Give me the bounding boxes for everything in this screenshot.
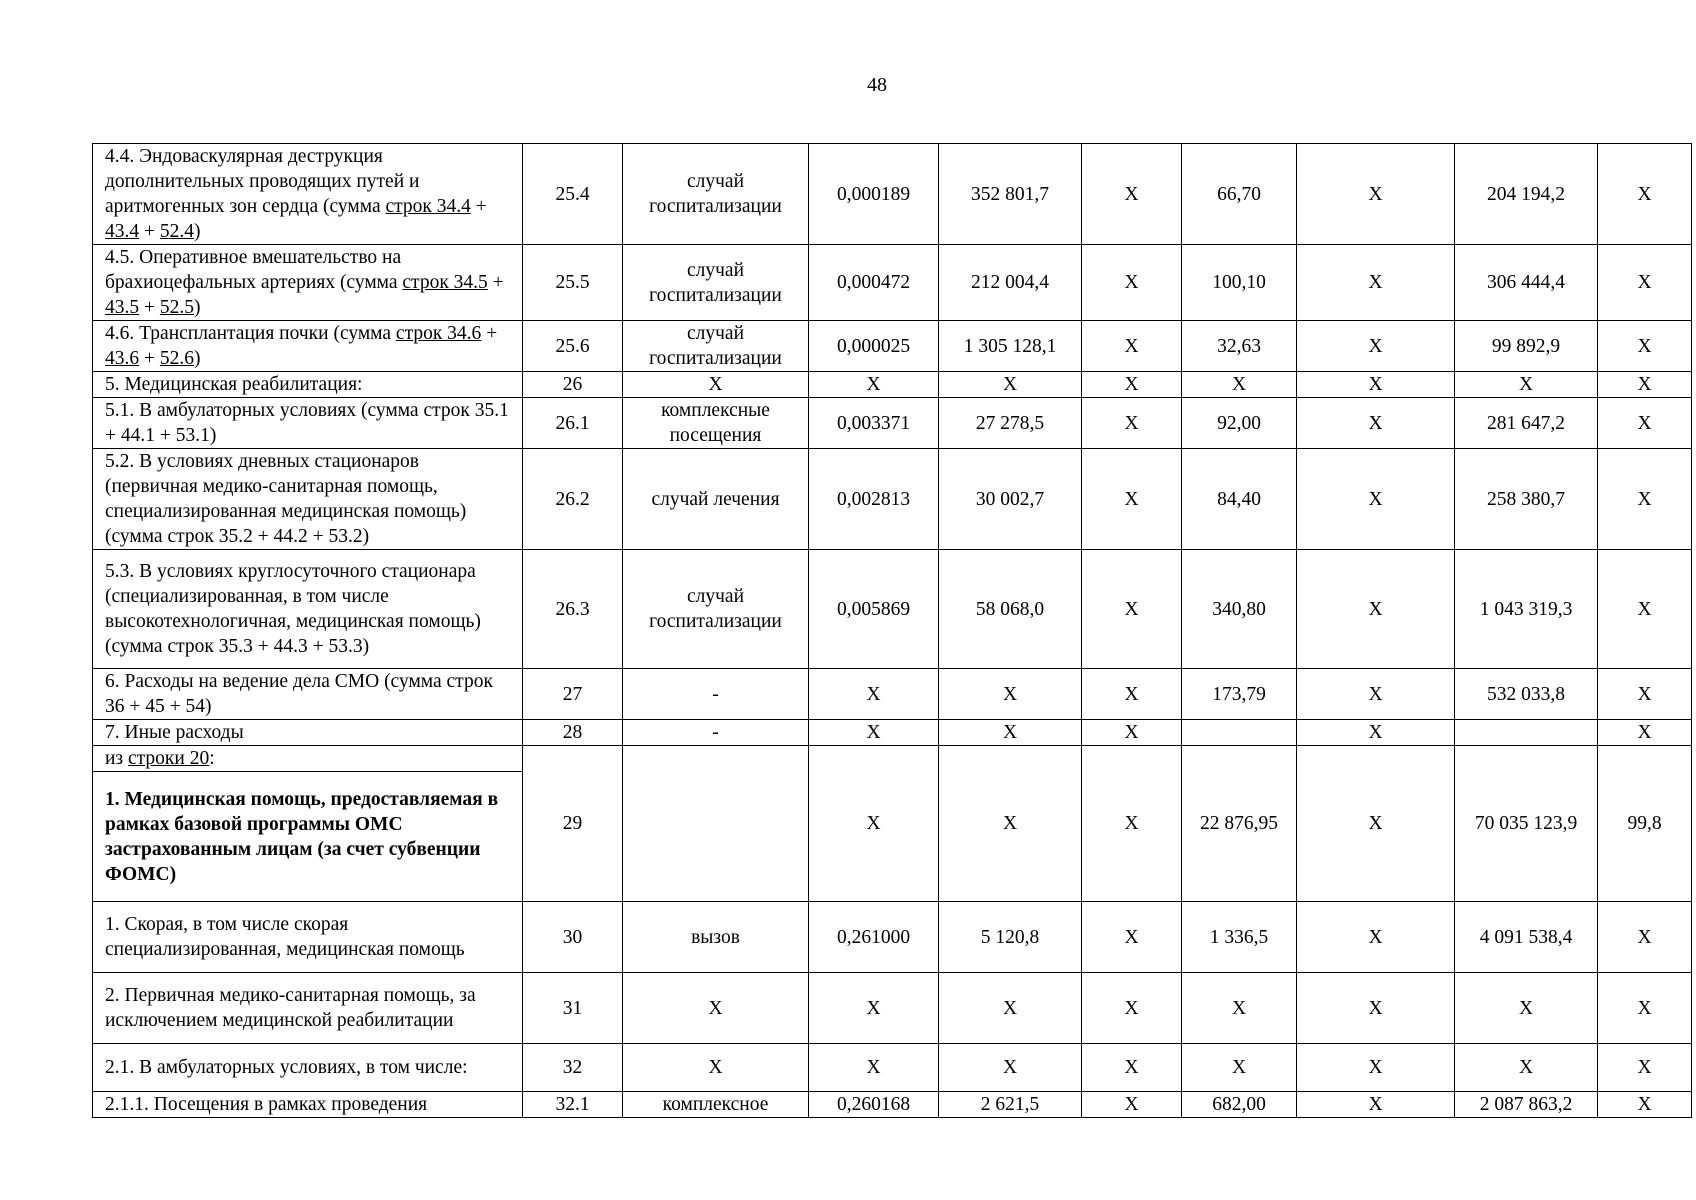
text-fragment: 2. Первичная медико-санитарная помощь, за исключением медицинской реабилитации [105,985,476,1031]
cost-norm-cell: 352 801,7 [939,144,1082,245]
oms-per-capita-cell: 84,40 [1182,449,1297,550]
budget-per-capita-cell: Х [1082,144,1182,245]
share-cell: Х [1598,449,1692,550]
row-name-cell [93,720,523,746]
row-name-cell [93,902,523,973]
volume-norm-cell: 0,002813 [809,449,939,550]
table-row [93,449,1692,550]
oms-per-capita-cell: 682,00 [1182,1092,1297,1118]
cost-norm-cell: 27 278,5 [939,398,1082,449]
row-name-cell [93,398,523,449]
text-fragment: 5.2. В условиях дневных стационаров (первичная медико-санитарная помощь, специализированная медицинская помощь) (сумма строк 35.2 + 44.2 + 53.2) [105,451,467,547]
oms-total-cell: 532 033,8 [1455,669,1598,720]
volume-norm-cell: 0,005869 [809,550,939,669]
budget-per-capita-cell: Х [1082,1092,1182,1118]
unit-cell: Х [623,372,809,398]
text-fragment: 2.1.1. Посещения в рамках проведения [105,1094,428,1115]
unit-cell: вызов [623,902,809,973]
budget-total-cell: Х [1297,746,1455,902]
text-fragment: 6. Расходы на ведение дела СМО (сумма строк 36 + 45 + 54) [105,671,493,717]
row-name-cell [93,245,523,321]
row-name-cell [93,746,523,772]
share-cell: Х [1598,902,1692,973]
budget-total-cell: Х [1297,1092,1455,1118]
page-number: 48 [867,74,887,96]
share-cell: Х [1598,550,1692,669]
table-row [93,669,1692,720]
budget-per-capita-cell: Х [1082,746,1182,902]
row-reference-link: строк 34.4 [385,196,471,217]
share-cell: 99,8 [1598,746,1692,902]
line-number-cell: 29 [523,746,623,902]
line-number-cell: 28 [523,720,623,746]
section-heading-cell: 1. Медицинская помощь, предоставляемая в рамках базовой программы ОМС застрахованным лицам (за счет субвенции ФОМС) [93,772,523,902]
oms-per-capita-cell: 100,10 [1182,245,1297,321]
cost-norm-cell: 5 120,8 [939,902,1082,973]
text-fragment: 4.4. Эндоваскулярная деструкция дополнительных проводящих путей и аритмогенных зон сердца (сумма [105,146,420,217]
oms-per-capita-cell: 340,80 [1182,550,1297,669]
oms-total-cell: 281 647,2 [1455,398,1598,449]
cost-norm-cell: 2 621,5 [939,1092,1082,1118]
line-number-cell: 31 [523,973,623,1044]
oms-per-capita-cell: 1 336,5 [1182,902,1297,973]
volume-norm-cell: 0,260168 [809,1092,939,1118]
volume-norm-cell: Х [809,746,939,902]
row-reference-link: 43.5 [105,297,140,318]
line-number-cell: 26 [523,372,623,398]
volume-norm-cell: Х [809,973,939,1044]
row-name-cell [93,321,523,372]
row-name-cell [93,144,523,245]
budget-total-cell: Х [1297,720,1455,746]
oms-per-capita-cell: Х [1182,1044,1297,1092]
budget-per-capita-cell: Х [1082,245,1182,321]
table-row [93,746,1692,772]
share-cell: Х [1598,973,1692,1044]
unit-cell: комплексное [623,1092,809,1118]
share-cell: Х [1598,144,1692,245]
row-reference-link: 43.4 [105,221,140,242]
table-row [93,973,1692,1044]
share-cell: Х [1598,1092,1692,1118]
budget-total-cell: Х [1297,1044,1455,1092]
oms-total-cell: Х [1455,372,1598,398]
oms-total-cell: Х [1455,973,1598,1044]
volume-norm-cell: Х [809,720,939,746]
share-cell: Х [1598,372,1692,398]
oms-per-capita-cell: 66,70 [1182,144,1297,245]
table-row [93,720,1692,746]
share-cell: Х [1598,1044,1692,1092]
volume-norm-cell: 0,000189 [809,144,939,245]
line-number-cell: 32 [523,1044,623,1092]
financing-table [92,143,1692,1118]
unit-cell [623,746,809,902]
text-fragment: 7. Иные расходы [105,722,244,743]
cost-norm-cell: 212 004,4 [939,245,1082,321]
unit-cell: Х [623,1044,809,1092]
budget-per-capita-cell: Х [1082,902,1182,973]
cost-norm-cell: 30 002,7 [939,449,1082,550]
oms-per-capita-cell: Х [1182,973,1297,1044]
budget-total-cell: Х [1297,449,1455,550]
table-row [93,550,1692,669]
cost-norm-cell: 58 068,0 [939,550,1082,669]
line-number-cell: 27 [523,669,623,720]
budget-total-cell: Х [1297,398,1455,449]
table-row [93,398,1692,449]
row-name-cell [93,372,523,398]
text-fragment: + [470,196,487,217]
table-row [93,372,1692,398]
volume-norm-cell: 0,000025 [809,321,939,372]
text-fragment: 1. Скорая, в том числе скорая специализированная, медицинская помощь [105,914,465,960]
unit-cell: комплексные посещения [623,398,809,449]
text-fragment: 5.3. В условиях круглосуточного стационара (специализированная, в том числе высокотехнологичная, медицинская помощь) (сумма строк 35.3 + 44.3 + 53.3) [105,561,481,657]
line-number-cell: 25.4 [523,144,623,245]
text-fragment: 2.1. В амбулаторных условиях, в том числе: [105,1057,468,1078]
budget-per-capita-cell: Х [1082,321,1182,372]
volume-norm-cell: Х [809,669,939,720]
line-number-cell: 26.3 [523,550,623,669]
cost-norm-cell: Х [939,720,1082,746]
text-fragment: 4.5. Оперативное вмешательство на брахиоцефальных артериях (сумма [105,247,403,293]
text-fragment: 4.6. Трансплантация почки (сумма [105,323,396,344]
oms-total-cell: 4 091 538,4 [1455,902,1598,973]
unit-cell: случай лечения [623,449,809,550]
oms-total-cell: 258 380,7 [1455,449,1598,550]
unit-cell: случай госпитализации [623,550,809,669]
text-fragment: ) [194,297,201,318]
text-fragment: ) [194,221,201,242]
cost-norm-cell: Х [939,669,1082,720]
text-fragment: 5. Медицинская реабилитация: [105,374,363,395]
text-fragment: 5.1. В амбулаторных условиях (сумма строк 35.1 + 44.1 + 53.1) [105,400,509,446]
budget-total-cell: Х [1297,973,1455,1044]
row-reference-link: 52.4 [159,221,194,242]
cost-norm-cell: 1 305 128,1 [939,321,1082,372]
oms-total-cell [1455,720,1598,746]
cost-norm-cell: Х [939,973,1082,1044]
volume-norm-cell: 0,003371 [809,398,939,449]
share-cell: Х [1598,245,1692,321]
line-number-cell: 26.2 [523,449,623,550]
budget-total-cell: Х [1297,372,1455,398]
row-name-cell [93,1092,523,1118]
oms-per-capita-cell [1182,720,1297,746]
volume-norm-cell: 0,261000 [809,902,939,973]
line-number-cell: 32.1 [523,1092,623,1118]
volume-norm-cell: Х [809,1044,939,1092]
row-reference-link: 52.6 [159,348,194,369]
unit-cell: Х [623,973,809,1044]
volume-norm-cell: 0,000472 [809,245,939,321]
cost-norm-cell: Х [939,746,1082,902]
oms-per-capita-cell: 173,79 [1182,669,1297,720]
text-fragment: ) [194,348,201,369]
oms-per-capita-cell: Х [1182,372,1297,398]
text-fragment: + [139,297,160,318]
oms-per-capita-cell: 92,00 [1182,398,1297,449]
row-name-cell [93,1044,523,1092]
table-row [93,144,1692,245]
budget-per-capita-cell: Х [1082,973,1182,1044]
table-row [93,245,1692,321]
oms-total-cell: 1 043 319,3 [1455,550,1598,669]
budget-total-cell: Х [1297,550,1455,669]
oms-per-capita-cell: 32,63 [1182,321,1297,372]
row-name-cell [93,449,523,550]
oms-total-cell: Х [1455,1044,1598,1092]
row-reference-link: 52.5 [159,297,194,318]
budget-per-capita-cell: Х [1082,398,1182,449]
table-row [93,902,1692,973]
oms-total-cell: 70 035 123,9 [1455,746,1598,902]
row-name-cell [93,550,523,669]
oms-total-cell: 306 444,4 [1455,245,1598,321]
oms-per-capita-cell: 22 876,95 [1182,746,1297,902]
budget-total-cell: Х [1297,669,1455,720]
unit-cell: случай госпитализации [623,245,809,321]
text-fragment: : [209,748,215,769]
volume-norm-cell: Х [809,372,939,398]
oms-total-cell: 99 892,9 [1455,321,1598,372]
text-fragment: + [487,272,504,293]
share-cell: Х [1598,398,1692,449]
text-fragment: + [481,323,498,344]
row-reference-link: 43.6 [105,348,140,369]
table-row [93,1092,1692,1118]
budget-per-capita-cell: Х [1082,669,1182,720]
budget-per-capita-cell: Х [1082,720,1182,746]
cost-norm-cell: Х [939,372,1082,398]
text-fragment: из [105,748,129,769]
table-row [93,1044,1692,1092]
row-name-cell [93,669,523,720]
row-name-cell [93,973,523,1044]
text-fragment: + [139,221,160,242]
table-row [93,321,1692,372]
line-number-cell: 25.5 [523,245,623,321]
share-cell: Х [1598,720,1692,746]
budget-total-cell: Х [1297,245,1455,321]
row-reference-link: строк 34.5 [402,272,488,293]
row-reference-link: строки 20 [128,748,210,769]
oms-total-cell: 204 194,2 [1455,144,1598,245]
unit-cell: случай госпитализации [623,321,809,372]
cost-norm-cell: Х [939,1044,1082,1092]
line-number-cell: 25.6 [523,321,623,372]
line-number-cell: 30 [523,902,623,973]
text-fragment: + [139,348,160,369]
line-number-cell: 26.1 [523,398,623,449]
unit-cell: - [623,669,809,720]
budget-per-capita-cell: Х [1082,372,1182,398]
budget-per-capita-cell: Х [1082,550,1182,669]
unit-cell: случай госпитализации [623,144,809,245]
share-cell: Х [1598,321,1692,372]
budget-total-cell: Х [1297,321,1455,372]
share-cell: Х [1598,669,1692,720]
unit-cell: - [623,720,809,746]
budget-total-cell: Х [1297,902,1455,973]
budget-per-capita-cell: Х [1082,449,1182,550]
budget-total-cell: Х [1297,144,1455,245]
oms-total-cell: 2 087 863,2 [1455,1092,1598,1118]
budget-per-capita-cell: Х [1082,1044,1182,1092]
row-reference-link: строк 34.6 [395,323,482,344]
